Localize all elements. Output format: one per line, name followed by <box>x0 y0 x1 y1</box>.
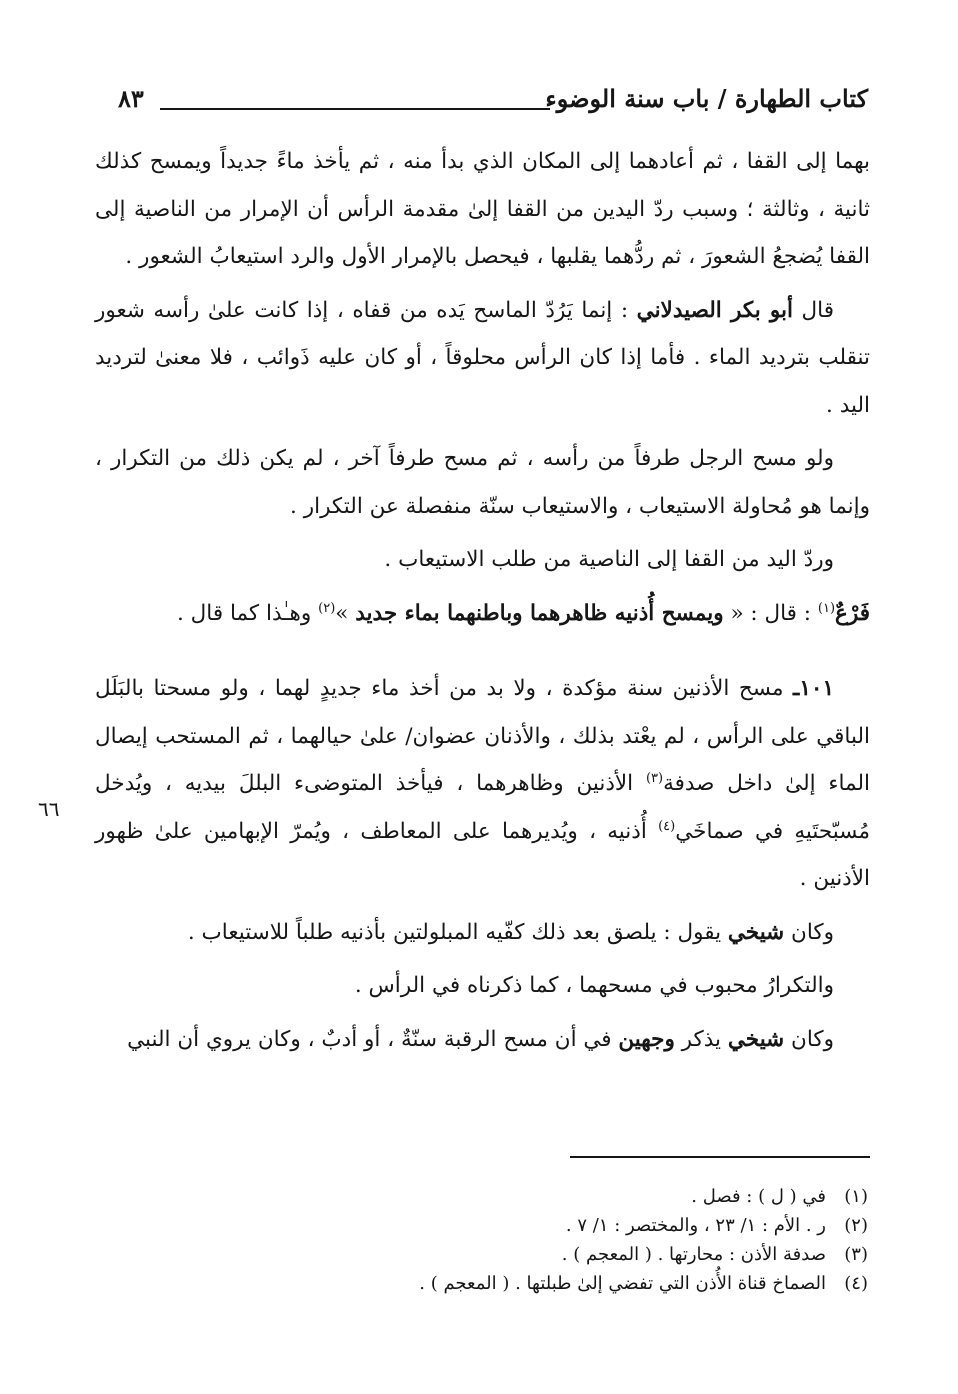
paragraph-5: فَرْعٌ$^{(١)}$ : قال : « ويمسح أُذنيه ظاهرهما وباطنهما بماء جديد »$^{(٢)}$ وهـٰذا كما قال . <box>177 600 870 626</box>
paragraph-text: بهما إلى القفا ، ثم أعادهما إلى المكان الذي بدأ منه ، ثم يأخذ ماءً جديداً ويمسح كذلك ثانية ، وثالثة ؛ وسبب ردّ اليدين من القفا إلىٰ مقدمة الرأس أن الإمرار من الناصية إلى القفا يُضجعُ الشعورَ ، ثم ردُّهما يقلبها ، فيحصل بالإمرار الأول والرد استيعابُ الشعور . <box>95 149 870 269</box>
footnote-ref: (١) <box>817 600 836 616</box>
section-label: فَرْعٌ <box>835 600 870 626</box>
paragraph-3: ولو مسح الرجل طرفاً من رأسه ، ثم مسح طرفاً آخر ، لم يكن ذلك من التكرار ، وإنما هو مُحاولة الاستيعاب ، والاستيعاب سنّة منفصلة عن التكرار . <box>95 446 870 519</box>
paragraph-8: والتكرارُ محبوب في مسحهما ، كما ذكرناه في الرأس . <box>354 973 834 998</box>
margin-reference: ٦٦ <box>38 797 60 821</box>
footnote-ref: (٢) <box>318 600 336 616</box>
scholar-name: شيخي <box>727 919 785 945</box>
paragraph-7: وكان شيخي يقول : يلصق بعد ذلك كفّيه المبلولتين بأذنيه طلباً للاستيعاب . <box>187 919 834 945</box>
paragraph-6: ١٠١ـ مسح الأذنين سنة مؤكدة ، ولا بد من أخذ ماء جديدٍ لهما ، ولو مسحتا بالبَلَل الباقي على الرأس ، لم يعْتد بذلك ، والأذنان عضوان/ علىٰ حيالهما ، ثم المستحب إيصال الماء إلىٰ داخل صدفة$^{(٣)}$ الأذنين وظاهرهما ، فيأخذ المتوضىء البللَ بيديه ، ويُدخل مُسبّحتَيهِ في صماخَي$^{(٤)}$ أُذنيه ، ويُديرهما على المعاطف ، ويُمرّ الإبهامين علىٰ ظهور الأذنين . <box>95 676 871 891</box>
page-number: ٨٣ <box>118 84 144 113</box>
scholar-name: أبو بكر الصيدلاني <box>636 297 793 323</box>
scholar-name: شيخي <box>727 1026 785 1052</box>
issue-number: ١٠١ـ <box>793 676 834 701</box>
paragraph-2: قال أبو بكر الصيدلاني : إنما يَرُدّ الماسح يَده من قفاه ، إذا كانت علىٰ رأسه شعور تنقلب بترديد الماء . فأما إذا كان الرأس محلوقاً ، أو كان عليه ذَوائب ، فلا معنىٰ لترديد اليد . <box>95 297 870 418</box>
paragraph-1 <box>95 138 870 281</box>
header-rule <box>160 108 550 110</box>
footnote-item: (١)في ( ل ) : فصل . <box>691 1186 868 1207</box>
quoted-text: ويمسح أُذنيه ظاهرهما وباطنهما بماء جديد <box>355 600 724 626</box>
footnote-ref: (٤) <box>658 818 676 834</box>
footnotes <box>348 1182 868 1298</box>
footnote-item: (٣)صدفة الأذن : محارتها . ( المعجم ) . <box>561 1244 868 1265</box>
paragraph-4: وردّ اليد من القفا إلى الناصية من طلب الاستيعاب . <box>384 547 834 572</box>
footnote-item: (٤)الصماخ قناة الأُذن التي تفضي إلىٰ طبلتها . ( المعجم ) . <box>419 1273 868 1294</box>
footnote-item: (٢)ر . الأم : ١/ ٢٣ ، والمختصر : ١/ ٧ . <box>565 1215 868 1236</box>
paragraph-9: وكان شيخي يذكر وجهين في أن مسح الرقبة سنّةٌ ، أو أدبٌ ، وكان يروي أن النبي <box>127 1026 834 1052</box>
footnote-ref: (٣) <box>645 770 664 786</box>
chapter-title: كتاب الطهارة / باب سنة الوضوء <box>545 84 868 113</box>
main-text <box>95 138 870 1063</box>
running-header <box>90 84 868 124</box>
footnote-rule <box>570 1156 870 1158</box>
